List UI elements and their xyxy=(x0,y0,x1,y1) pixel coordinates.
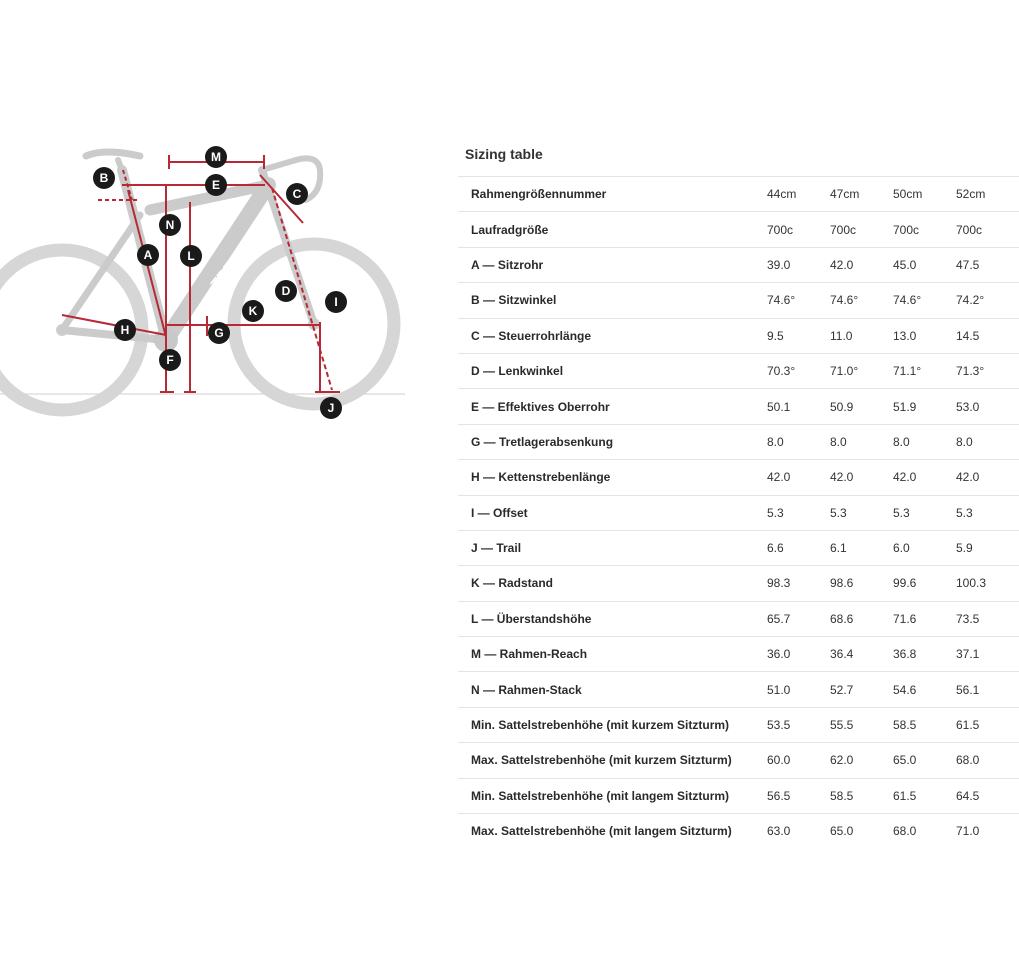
callout-c xyxy=(286,183,308,205)
size-value-cell: 61.5 xyxy=(893,778,956,813)
size-value-cell: 68.6 xyxy=(830,601,893,636)
size-value-cell: 98.6 xyxy=(830,566,893,601)
size-value-cell: 39.0 xyxy=(767,247,830,282)
svg-text:L: L xyxy=(187,249,195,263)
size-value-cell: 74.6° xyxy=(893,283,956,318)
table-row xyxy=(458,424,1019,459)
size-value-cell: 47cm xyxy=(830,177,893,212)
size-value-cell: 73.5 xyxy=(956,601,1019,636)
size-value-cell: 74.6° xyxy=(830,283,893,318)
table-row xyxy=(458,353,1019,388)
table-row xyxy=(458,707,1019,742)
row-label: G — Tretlagerabsenkung xyxy=(458,424,767,459)
table-row xyxy=(458,637,1019,672)
row-label: Rahmengrößennummer xyxy=(458,177,767,212)
size-value-cell: 700c xyxy=(893,212,956,247)
table-row xyxy=(458,814,1019,849)
callout-h xyxy=(114,319,136,341)
size-value-cell: 50.9 xyxy=(830,389,893,424)
size-value-cell: 6.0 xyxy=(893,530,956,565)
size-value-cell: 56.5 xyxy=(767,778,830,813)
size-value-cell: 52cm xyxy=(956,177,1019,212)
row-label: E — Effektives Oberrohr xyxy=(458,389,767,424)
size-value-cell: 42.0 xyxy=(956,460,1019,495)
size-value-cell: 100.3 xyxy=(956,566,1019,601)
table-row xyxy=(458,212,1019,247)
callout-f xyxy=(159,349,181,371)
table-row xyxy=(458,247,1019,282)
table-row xyxy=(458,283,1019,318)
row-label: I — Offset xyxy=(458,495,767,530)
size-value-cell: 37.1 xyxy=(956,637,1019,672)
size-value-cell: 8.0 xyxy=(893,424,956,459)
callout-l xyxy=(180,245,202,267)
size-value-cell: 11.0 xyxy=(830,318,893,353)
svg-text:F: F xyxy=(166,353,174,367)
row-label: N — Rahmen-Stack xyxy=(458,672,767,707)
row-label: J — Trail xyxy=(458,530,767,565)
svg-text:K: K xyxy=(248,304,258,318)
callout-n xyxy=(159,214,181,236)
size-value-cell: 8.0 xyxy=(767,424,830,459)
row-label: Max. Sattelstrebenhöhe (mit langem Sitzturm) xyxy=(458,814,767,849)
size-value-cell: 65.0 xyxy=(893,743,956,778)
callout-k xyxy=(242,300,264,322)
row-label: D — Lenkwinkel xyxy=(458,353,767,388)
size-value-cell: 42.0 xyxy=(893,460,956,495)
row-label: Max. Sattelstrebenhöhe (mit kurzem Sitzturm) xyxy=(458,743,767,778)
size-value-cell: 71.0 xyxy=(956,814,1019,849)
size-value-cell: 71.6 xyxy=(893,601,956,636)
row-label: H — Kettenstrebenlänge xyxy=(458,460,767,495)
size-value-cell: 42.0 xyxy=(830,460,893,495)
size-value-cell: 99.6 xyxy=(893,566,956,601)
size-value-cell: 700c xyxy=(830,212,893,247)
size-value-cell: 64.5 xyxy=(956,778,1019,813)
size-value-cell: 8.0 xyxy=(956,424,1019,459)
table-row xyxy=(458,177,1019,212)
size-value-cell: 700c xyxy=(767,212,830,247)
row-label: K — Radstand xyxy=(458,566,767,601)
table-row xyxy=(458,672,1019,707)
size-value-cell: 6.1 xyxy=(830,530,893,565)
callout-j xyxy=(320,397,342,419)
size-value-cell: 68.0 xyxy=(956,743,1019,778)
callout-e xyxy=(205,174,227,196)
size-value-cell: 58.5 xyxy=(893,707,956,742)
size-value-cell: 9.5 xyxy=(767,318,830,353)
callout-b xyxy=(93,167,115,189)
size-value-cell: 54.6 xyxy=(893,672,956,707)
table-row xyxy=(458,601,1019,636)
size-value-cell: 63.0 xyxy=(767,814,830,849)
table-row xyxy=(458,566,1019,601)
size-value-cell: 14.5 xyxy=(956,318,1019,353)
svg-text:G: G xyxy=(214,326,224,340)
size-value-cell: 44cm xyxy=(767,177,830,212)
size-value-cell: 36.4 xyxy=(830,637,893,672)
size-value-cell: 5.9 xyxy=(956,530,1019,565)
row-label: B — Sitzwinkel xyxy=(458,283,767,318)
table-row xyxy=(458,495,1019,530)
size-value-cell: 65.7 xyxy=(767,601,830,636)
size-value-cell: 5.3 xyxy=(956,495,1019,530)
size-value-cell: 50.1 xyxy=(767,389,830,424)
size-value-cell: 65.0 xyxy=(830,814,893,849)
frame-logo: TREK xyxy=(207,249,247,293)
svg-text:A: A xyxy=(143,248,153,262)
size-value-cell: 42.0 xyxy=(830,247,893,282)
table-row xyxy=(458,778,1019,813)
size-value-cell: 71.3° xyxy=(956,353,1019,388)
geometry-diagram xyxy=(0,130,420,430)
row-label: Laufradgröße xyxy=(458,212,767,247)
size-value-cell: 71.0° xyxy=(830,353,893,388)
size-value-cell: 42.0 xyxy=(767,460,830,495)
size-value-cell: 5.3 xyxy=(893,495,956,530)
size-value-cell: 51.9 xyxy=(893,389,956,424)
table-row xyxy=(458,530,1019,565)
table-row xyxy=(458,743,1019,778)
table-row xyxy=(458,460,1019,495)
size-value-cell: 60.0 xyxy=(767,743,830,778)
size-value-cell: 53.0 xyxy=(956,389,1019,424)
size-value-cell: 62.0 xyxy=(830,743,893,778)
callout-m xyxy=(205,146,227,168)
sizing-table-body xyxy=(458,177,1019,849)
size-value-cell: 36.0 xyxy=(767,637,830,672)
callout-a xyxy=(137,244,159,266)
row-label: Min. Sattelstrebenhöhe (mit kurzem Sitzturm) xyxy=(458,707,767,742)
size-value-cell: 36.8 xyxy=(893,637,956,672)
sizing-table xyxy=(458,176,1019,848)
svg-text:M: M xyxy=(211,150,221,164)
size-value-cell: 5.3 xyxy=(830,495,893,530)
svg-text:C: C xyxy=(292,187,302,201)
size-value-cell: 13.0 xyxy=(893,318,956,353)
size-value-cell: 61.5 xyxy=(956,707,1019,742)
size-value-cell: 56.1 xyxy=(956,672,1019,707)
size-value-cell: 50cm xyxy=(893,177,956,212)
size-value-cell: 5.3 xyxy=(767,495,830,530)
sizing-section xyxy=(458,140,987,848)
row-label: M — Rahmen-Reach xyxy=(458,637,767,672)
svg-text:H: H xyxy=(120,323,130,337)
sizing-title: Sizing table xyxy=(465,146,543,162)
size-value-cell: 700c xyxy=(956,212,1019,247)
row-label: A — Sitzrohr xyxy=(458,247,767,282)
size-value-cell: 6.6 xyxy=(767,530,830,565)
svg-text:N: N xyxy=(165,218,175,232)
row-label: Min. Sattelstrebenhöhe (mit langem Sitzturm) xyxy=(458,778,767,813)
svg-text:E: E xyxy=(211,178,221,192)
size-value-cell: 55.5 xyxy=(830,707,893,742)
size-value-cell: 8.0 xyxy=(830,424,893,459)
callout-g xyxy=(208,322,230,344)
callout-d xyxy=(275,280,297,302)
size-value-cell: 58.5 xyxy=(830,778,893,813)
row-label: L — Überstandshöhe xyxy=(458,601,767,636)
size-value-cell: 68.0 xyxy=(893,814,956,849)
bike-geometry-svg xyxy=(0,130,420,430)
size-value-cell: 47.5 xyxy=(956,247,1019,282)
size-value-cell: 74.6° xyxy=(767,283,830,318)
size-value-cell: 70.3° xyxy=(767,353,830,388)
size-value-cell: 53.5 xyxy=(767,707,830,742)
size-value-cell: 51.0 xyxy=(767,672,830,707)
size-value-cell: 98.3 xyxy=(767,566,830,601)
size-value-cell: 74.2° xyxy=(956,283,1019,318)
row-label: C — Steuerrohrlänge xyxy=(458,318,767,353)
size-value-cell: 52.7 xyxy=(830,672,893,707)
svg-text:D: D xyxy=(281,284,291,298)
svg-text:J: J xyxy=(327,401,335,415)
size-value-cell: 45.0 xyxy=(893,247,956,282)
svg-text:B: B xyxy=(99,171,109,185)
size-value-cell: 71.1° xyxy=(893,353,956,388)
callout-i xyxy=(325,291,347,313)
svg-text:I: I xyxy=(334,295,338,309)
table-row xyxy=(458,389,1019,424)
table-row xyxy=(458,318,1019,353)
